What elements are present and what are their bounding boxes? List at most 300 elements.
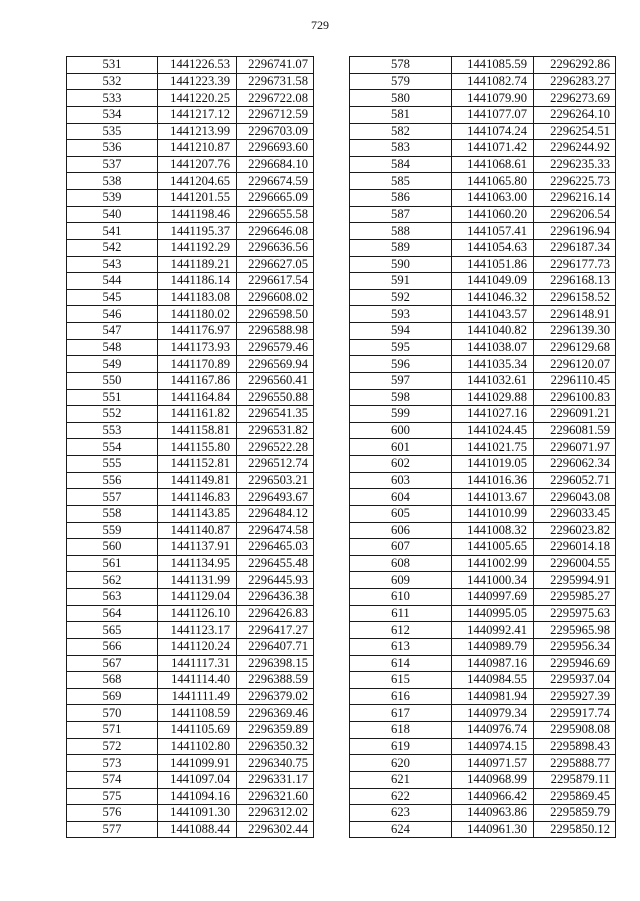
table-row — [67, 422, 314, 439]
table-row — [350, 638, 616, 655]
x-coordinate-cell: 1441088.44 — [158, 821, 237, 838]
point-number-cell: 606 — [350, 522, 452, 539]
point-number-cell: 596 — [350, 356, 452, 373]
point-number-cell: 588 — [350, 223, 452, 240]
table-row — [350, 771, 616, 788]
y-coordinate-cell: 2296302.44 — [237, 821, 314, 838]
table-row — [67, 273, 314, 290]
point-number-cell: 548 — [67, 339, 158, 356]
point-number-cell: 544 — [67, 273, 158, 290]
point-number-cell: 603 — [350, 472, 452, 489]
point-number-cell: 618 — [350, 722, 452, 739]
table-row — [67, 805, 314, 822]
table-row — [67, 688, 314, 705]
point-number-cell: 604 — [350, 489, 452, 506]
x-coordinate-cell: 1441040.82 — [452, 323, 534, 340]
y-coordinate-cell: 2296665.09 — [237, 190, 314, 207]
table-row — [350, 738, 616, 755]
point-number-cell: 533 — [67, 90, 158, 107]
y-coordinate-cell: 2296636.56 — [237, 239, 314, 256]
table-row — [67, 439, 314, 456]
point-number-cell: 565 — [67, 622, 158, 639]
y-coordinate-cell: 2296033.45 — [534, 505, 616, 522]
table-row — [350, 123, 616, 140]
point-number-cell: 553 — [67, 422, 158, 439]
y-coordinate-cell: 2296110.45 — [534, 372, 616, 389]
x-coordinate-cell: 1441117.31 — [158, 655, 237, 672]
y-coordinate-cell: 2295927.39 — [534, 688, 616, 705]
x-coordinate-cell: 1441143.85 — [158, 505, 237, 522]
table-row — [350, 223, 616, 240]
table-row — [350, 206, 616, 223]
point-number-cell: 549 — [67, 356, 158, 373]
y-coordinate-cell: 2296684.10 — [237, 156, 314, 173]
table-row — [67, 57, 314, 74]
x-coordinate-cell: 1440968.99 — [452, 771, 534, 788]
x-coordinate-cell: 1441060.20 — [452, 206, 534, 223]
point-number-cell: 575 — [67, 788, 158, 805]
point-number-cell: 552 — [67, 406, 158, 423]
y-coordinate-cell: 2296741.07 — [237, 57, 314, 74]
point-number-cell: 615 — [350, 672, 452, 689]
y-coordinate-cell: 2296522.28 — [237, 439, 314, 456]
table-row — [67, 106, 314, 123]
x-coordinate-cell: 1441183.08 — [158, 289, 237, 306]
x-coordinate-cell: 1441024.45 — [452, 422, 534, 439]
x-coordinate-cell: 1441192.29 — [158, 239, 237, 256]
point-number-cell: 546 — [67, 306, 158, 323]
page-number: 729 — [311, 18, 329, 32]
point-number-cell: 599 — [350, 406, 452, 423]
point-number-cell: 590 — [350, 256, 452, 273]
table-row — [350, 688, 616, 705]
y-coordinate-cell: 2295975.63 — [534, 605, 616, 622]
point-number-cell: 566 — [67, 638, 158, 655]
point-number-cell: 579 — [350, 73, 452, 90]
y-coordinate-cell: 2296014.18 — [534, 539, 616, 556]
x-coordinate-cell: 1441079.90 — [452, 90, 534, 107]
point-number-cell: 623 — [350, 805, 452, 822]
y-coordinate-cell: 2295956.34 — [534, 638, 616, 655]
x-coordinate-cell: 1441223.39 — [158, 73, 237, 90]
table-row — [350, 406, 616, 423]
y-coordinate-cell: 2296081.59 — [534, 422, 616, 439]
table-row — [67, 223, 314, 240]
table-row — [350, 256, 616, 273]
x-coordinate-cell: 1441029.88 — [452, 389, 534, 406]
point-number-cell: 607 — [350, 539, 452, 556]
table-row — [67, 73, 314, 90]
table-row — [67, 655, 314, 672]
point-number-cell: 577 — [67, 821, 158, 838]
table-row — [67, 489, 314, 506]
point-number-cell: 584 — [350, 156, 452, 173]
y-coordinate-cell: 2296627.05 — [237, 256, 314, 273]
x-coordinate-cell: 1441158.81 — [158, 422, 237, 439]
x-coordinate-cell: 1441085.59 — [452, 57, 534, 74]
table-row — [350, 339, 616, 356]
x-coordinate-cell: 1441195.37 — [158, 223, 237, 240]
table-row — [67, 622, 314, 639]
x-coordinate-cell: 1441021.75 — [452, 439, 534, 456]
y-coordinate-cell: 2296674.59 — [237, 173, 314, 190]
y-coordinate-cell: 2296273.69 — [534, 90, 616, 107]
y-coordinate-cell: 2296426.83 — [237, 605, 314, 622]
table-row — [67, 505, 314, 522]
x-coordinate-cell: 1441131.99 — [158, 572, 237, 589]
y-coordinate-cell: 2296148.91 — [534, 306, 616, 323]
y-coordinate-cell: 2295985.27 — [534, 589, 616, 606]
table-row — [67, 605, 314, 622]
table-row — [67, 306, 314, 323]
x-coordinate-cell: 1441220.25 — [158, 90, 237, 107]
x-coordinate-cell: 1441035.34 — [452, 356, 534, 373]
table-row — [350, 572, 616, 589]
x-coordinate-cell: 1441123.17 — [158, 622, 237, 639]
point-number-cell: 551 — [67, 389, 158, 406]
y-coordinate-cell: 2296158.52 — [534, 289, 616, 306]
x-coordinate-cell: 1441155.80 — [158, 439, 237, 456]
point-number-cell: 592 — [350, 289, 452, 306]
y-coordinate-cell: 2296264.10 — [534, 106, 616, 123]
x-coordinate-cell: 1441146.83 — [158, 489, 237, 506]
y-coordinate-cell: 2296283.27 — [534, 73, 616, 90]
y-coordinate-cell: 2296196.94 — [534, 223, 616, 240]
point-number-cell: 602 — [350, 456, 452, 473]
x-coordinate-cell: 1441082.74 — [452, 73, 534, 90]
point-number-cell: 587 — [350, 206, 452, 223]
table-row — [350, 173, 616, 190]
x-coordinate-cell: 1441108.59 — [158, 705, 237, 722]
y-coordinate-cell: 2296722.08 — [237, 90, 314, 107]
coordinate-table-left — [66, 56, 314, 838]
point-number-cell: 534 — [67, 106, 158, 123]
table-row — [67, 123, 314, 140]
point-number-cell: 555 — [67, 456, 158, 473]
point-number-cell: 571 — [67, 722, 158, 739]
y-coordinate-cell: 2296071.97 — [534, 439, 616, 456]
y-coordinate-cell: 2296292.86 — [534, 57, 616, 74]
x-coordinate-cell: 1441161.82 — [158, 406, 237, 423]
table-row — [67, 705, 314, 722]
y-coordinate-cell: 2296369.46 — [237, 705, 314, 722]
point-number-cell: 574 — [67, 771, 158, 788]
y-coordinate-cell: 2296484.12 — [237, 505, 314, 522]
table-row — [67, 522, 314, 539]
x-coordinate-cell: 1441032.61 — [452, 372, 534, 389]
x-coordinate-cell: 1441099.91 — [158, 755, 237, 772]
x-coordinate-cell: 1441217.12 — [158, 106, 237, 123]
table-row — [350, 456, 616, 473]
x-coordinate-cell: 1441198.46 — [158, 206, 237, 223]
table-row — [67, 539, 314, 556]
y-coordinate-cell: 2295888.77 — [534, 755, 616, 772]
x-coordinate-cell: 1441002.99 — [452, 555, 534, 572]
table-row — [350, 539, 616, 556]
point-number-cell: 591 — [350, 273, 452, 290]
table-row — [350, 323, 616, 340]
x-coordinate-cell: 1441000.34 — [452, 572, 534, 589]
x-coordinate-cell: 1441054.63 — [452, 239, 534, 256]
table-row — [67, 771, 314, 788]
point-number-cell: 622 — [350, 788, 452, 805]
y-coordinate-cell: 2296100.83 — [534, 389, 616, 406]
table-row — [67, 173, 314, 190]
point-number-cell: 561 — [67, 555, 158, 572]
y-coordinate-cell: 2295869.45 — [534, 788, 616, 805]
y-coordinate-cell: 2295917.74 — [534, 705, 616, 722]
x-coordinate-cell: 1441134.95 — [158, 555, 237, 572]
table-row — [67, 821, 314, 838]
point-number-cell: 562 — [67, 572, 158, 589]
x-coordinate-cell: 1440971.57 — [452, 755, 534, 772]
x-coordinate-cell: 1441008.32 — [452, 522, 534, 539]
point-number-cell: 593 — [350, 306, 452, 323]
point-number-cell: 532 — [67, 73, 158, 90]
y-coordinate-cell: 2295898.43 — [534, 738, 616, 755]
y-coordinate-cell: 2295937.04 — [534, 672, 616, 689]
y-coordinate-cell: 2296569.94 — [237, 356, 314, 373]
coordinate-table-right — [349, 56, 616, 838]
y-coordinate-cell: 2296187.34 — [534, 239, 616, 256]
x-coordinate-cell: 1441027.16 — [452, 406, 534, 423]
y-coordinate-cell: 2296465.03 — [237, 539, 314, 556]
x-coordinate-cell: 1441176.97 — [158, 323, 237, 340]
x-coordinate-cell: 1440966.42 — [452, 788, 534, 805]
table-row — [350, 306, 616, 323]
x-coordinate-cell: 1441102.80 — [158, 738, 237, 755]
x-coordinate-cell: 1440981.94 — [452, 688, 534, 705]
table-row — [350, 289, 616, 306]
point-number-cell: 613 — [350, 638, 452, 655]
x-coordinate-cell: 1441057.41 — [452, 223, 534, 240]
y-coordinate-cell: 2296512.74 — [237, 456, 314, 473]
y-coordinate-cell: 2295859.79 — [534, 805, 616, 822]
y-coordinate-cell: 2296407.71 — [237, 638, 314, 655]
y-coordinate-cell: 2296646.08 — [237, 223, 314, 240]
x-coordinate-cell: 1440997.69 — [452, 589, 534, 606]
x-coordinate-cell: 1440989.79 — [452, 638, 534, 655]
point-number-cell: 608 — [350, 555, 452, 572]
x-coordinate-cell: 1441065.80 — [452, 173, 534, 190]
point-number-cell: 554 — [67, 439, 158, 456]
point-number-cell: 540 — [67, 206, 158, 223]
y-coordinate-cell: 2296503.21 — [237, 472, 314, 489]
y-coordinate-cell: 2296712.59 — [237, 106, 314, 123]
y-coordinate-cell: 2296398.15 — [237, 655, 314, 672]
y-coordinate-cell: 2296493.67 — [237, 489, 314, 506]
table-row — [350, 705, 616, 722]
table-row — [350, 239, 616, 256]
table-row — [350, 156, 616, 173]
y-coordinate-cell: 2296531.82 — [237, 422, 314, 439]
y-coordinate-cell: 2296350.32 — [237, 738, 314, 755]
point-number-cell: 617 — [350, 705, 452, 722]
table-row — [350, 522, 616, 539]
point-number-cell: 600 — [350, 422, 452, 439]
x-coordinate-cell: 1441114.40 — [158, 672, 237, 689]
point-number-cell: 547 — [67, 323, 158, 340]
x-coordinate-cell: 1441137.91 — [158, 539, 237, 556]
point-number-cell: 542 — [67, 239, 158, 256]
point-number-cell: 605 — [350, 505, 452, 522]
x-coordinate-cell: 1441186.14 — [158, 273, 237, 290]
table-row — [67, 738, 314, 755]
x-coordinate-cell: 1440995.05 — [452, 605, 534, 622]
table-row — [67, 406, 314, 423]
point-number-cell: 589 — [350, 239, 452, 256]
x-coordinate-cell: 1441077.07 — [452, 106, 534, 123]
point-number-cell: 581 — [350, 106, 452, 123]
table-row — [350, 622, 616, 639]
table-row — [67, 156, 314, 173]
point-number-cell: 564 — [67, 605, 158, 622]
y-coordinate-cell: 2296052.71 — [534, 472, 616, 489]
x-coordinate-cell: 1441019.05 — [452, 456, 534, 473]
point-number-cell: 609 — [350, 572, 452, 589]
table-row — [350, 73, 616, 90]
table-row — [350, 821, 616, 838]
point-number-cell: 537 — [67, 156, 158, 173]
x-coordinate-cell: 1441226.53 — [158, 57, 237, 74]
point-number-cell: 619 — [350, 738, 452, 755]
x-coordinate-cell: 1440984.55 — [452, 672, 534, 689]
x-coordinate-cell: 1440987.16 — [452, 655, 534, 672]
table-row — [67, 755, 314, 772]
table-row — [350, 90, 616, 107]
point-number-cell: 601 — [350, 439, 452, 456]
x-coordinate-cell: 1441111.49 — [158, 688, 237, 705]
table-row — [67, 356, 314, 373]
y-coordinate-cell: 2296598.50 — [237, 306, 314, 323]
table-row — [350, 389, 616, 406]
table-row — [350, 140, 616, 157]
x-coordinate-cell: 1441013.67 — [452, 489, 534, 506]
x-coordinate-cell: 1441038.07 — [452, 339, 534, 356]
table-row — [350, 472, 616, 489]
y-coordinate-cell: 2296608.02 — [237, 289, 314, 306]
y-coordinate-cell: 2296579.46 — [237, 339, 314, 356]
y-coordinate-cell: 2296129.68 — [534, 339, 616, 356]
x-coordinate-cell: 1440976.74 — [452, 722, 534, 739]
y-coordinate-cell: 2296340.75 — [237, 755, 314, 772]
y-coordinate-cell: 2296541.35 — [237, 406, 314, 423]
y-coordinate-cell: 2296254.51 — [534, 123, 616, 140]
table-row — [350, 605, 616, 622]
y-coordinate-cell: 2295994.91 — [534, 572, 616, 589]
x-coordinate-cell: 1441120.24 — [158, 638, 237, 655]
y-coordinate-cell: 2296244.92 — [534, 140, 616, 157]
x-coordinate-cell: 1441049.09 — [452, 273, 534, 290]
table-row — [350, 672, 616, 689]
table-row — [67, 206, 314, 223]
x-coordinate-cell: 1441046.32 — [452, 289, 534, 306]
y-coordinate-cell: 2296062.34 — [534, 456, 616, 473]
table-row — [67, 140, 314, 157]
table-row — [350, 589, 616, 606]
x-coordinate-cell: 1441091.30 — [158, 805, 237, 822]
y-coordinate-cell: 2296417.27 — [237, 622, 314, 639]
y-coordinate-cell: 2296139.30 — [534, 323, 616, 340]
point-number-cell: 558 — [67, 505, 158, 522]
x-coordinate-cell: 1441173.93 — [158, 339, 237, 356]
table-row — [67, 456, 314, 473]
y-coordinate-cell: 2295908.08 — [534, 722, 616, 739]
point-number-cell: 624 — [350, 821, 452, 838]
point-number-cell: 614 — [350, 655, 452, 672]
y-coordinate-cell: 2296331.17 — [237, 771, 314, 788]
y-coordinate-cell: 2296091.21 — [534, 406, 616, 423]
table-row — [67, 323, 314, 340]
table-row — [67, 239, 314, 256]
point-number-cell: 541 — [67, 223, 158, 240]
y-coordinate-cell: 2296043.08 — [534, 489, 616, 506]
x-coordinate-cell: 1441213.99 — [158, 123, 237, 140]
point-number-cell: 531 — [67, 57, 158, 74]
x-coordinate-cell: 1441164.84 — [158, 389, 237, 406]
x-coordinate-cell: 1441010.99 — [452, 505, 534, 522]
table-row — [67, 372, 314, 389]
x-coordinate-cell: 1441043.57 — [452, 306, 534, 323]
table-row — [350, 106, 616, 123]
point-number-cell: 538 — [67, 173, 158, 190]
table-row — [350, 273, 616, 290]
point-number-cell: 620 — [350, 755, 452, 772]
table-row — [350, 489, 616, 506]
table-row — [67, 788, 314, 805]
table-row — [350, 722, 616, 739]
point-number-cell: 576 — [67, 805, 158, 822]
point-number-cell: 573 — [67, 755, 158, 772]
point-number-cell: 611 — [350, 605, 452, 622]
x-coordinate-cell: 1441071.42 — [452, 140, 534, 157]
point-number-cell: 568 — [67, 672, 158, 689]
table-row — [350, 505, 616, 522]
table-row — [67, 339, 314, 356]
point-number-cell: 563 — [67, 589, 158, 606]
x-coordinate-cell: 1441140.87 — [158, 522, 237, 539]
y-coordinate-cell: 2296731.58 — [237, 73, 314, 90]
point-number-cell: 569 — [67, 688, 158, 705]
x-coordinate-cell: 1441105.69 — [158, 722, 237, 739]
y-coordinate-cell: 2296588.98 — [237, 323, 314, 340]
table-row — [67, 472, 314, 489]
x-coordinate-cell: 1441068.61 — [452, 156, 534, 173]
table-row — [350, 655, 616, 672]
y-coordinate-cell: 2296177.73 — [534, 256, 616, 273]
y-coordinate-cell: 2296550.88 — [237, 389, 314, 406]
x-coordinate-cell: 1441189.21 — [158, 256, 237, 273]
x-coordinate-cell: 1441210.87 — [158, 140, 237, 157]
y-coordinate-cell: 2296703.09 — [237, 123, 314, 140]
table-row — [350, 555, 616, 572]
table-row — [67, 90, 314, 107]
x-coordinate-cell: 1441167.86 — [158, 372, 237, 389]
table-row — [67, 589, 314, 606]
x-coordinate-cell: 1441170.89 — [158, 356, 237, 373]
y-coordinate-cell: 2296436.38 — [237, 589, 314, 606]
y-coordinate-cell: 2296617.54 — [237, 273, 314, 290]
x-coordinate-cell: 1441005.65 — [452, 539, 534, 556]
point-number-cell: 556 — [67, 472, 158, 489]
x-coordinate-cell: 1441180.02 — [158, 306, 237, 323]
x-coordinate-cell: 1441094.16 — [158, 788, 237, 805]
y-coordinate-cell: 2296379.02 — [237, 688, 314, 705]
table-row — [350, 356, 616, 373]
point-number-cell: 594 — [350, 323, 452, 340]
point-number-cell: 586 — [350, 190, 452, 207]
point-number-cell: 560 — [67, 539, 158, 556]
